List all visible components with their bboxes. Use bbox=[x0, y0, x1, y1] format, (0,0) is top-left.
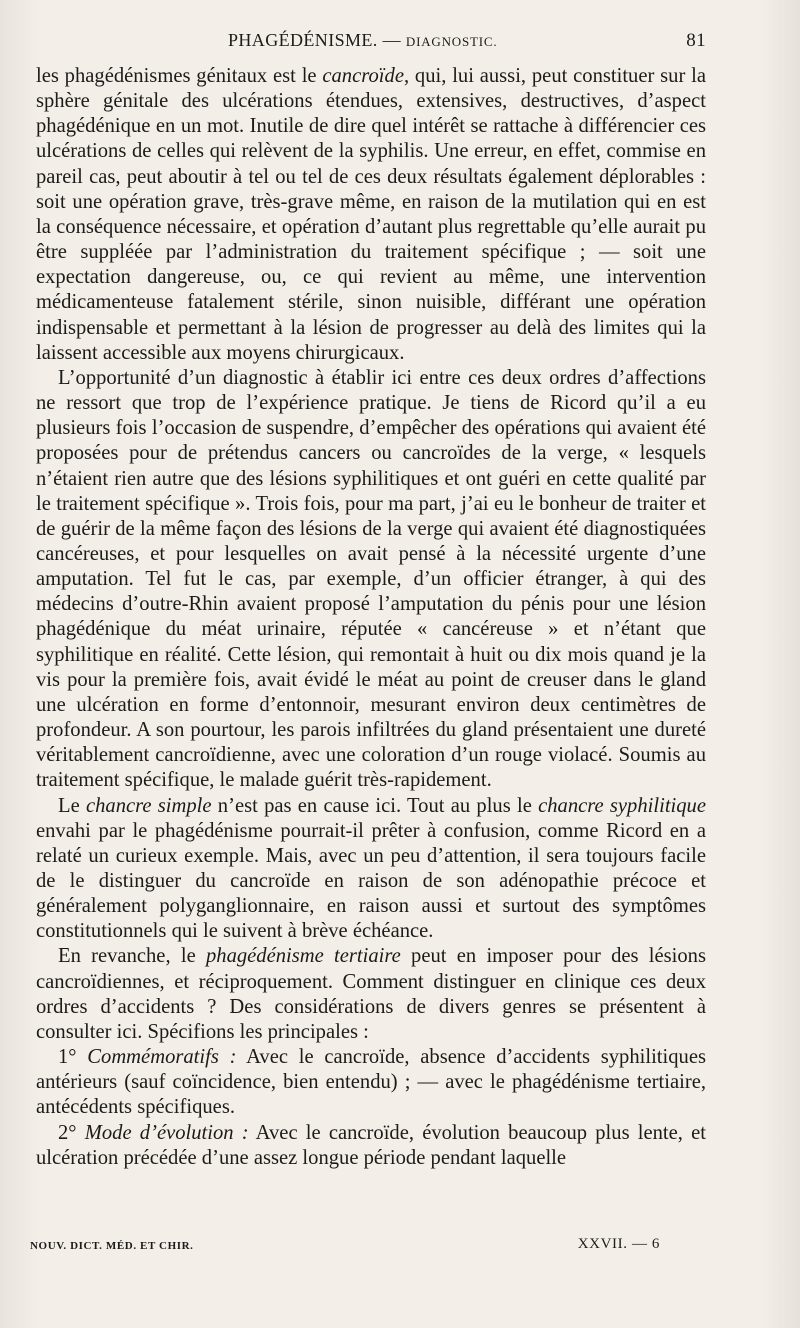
text-run: Le bbox=[58, 794, 86, 817]
italic-run: chancre simple bbox=[85, 794, 212, 817]
text-run: peut en imposer pour des lésions cancroïdiennes, et réciproquement. Comment distinguer en clinique ces deux ordres d’accidents ? Des considérations de divers genres se présentent à consulter ici. Spécifions les principales : bbox=[36, 945, 706, 1043]
text-run: En revanche, le bbox=[58, 945, 206, 968]
italic-run: phagédénisme tertiaire bbox=[205, 945, 401, 968]
running-title bbox=[228, 30, 497, 51]
running-title-section: DIAGNOSTIC. bbox=[405, 34, 498, 49]
paragraph bbox=[36, 1121, 706, 1171]
running-header bbox=[36, 28, 706, 58]
page-footer bbox=[30, 1236, 660, 1256]
running-title-main: PHAGÉDÉNISME. — bbox=[228, 30, 406, 50]
text-run: L’opportunité d’un diagnostic à établir ici entre ces deux ordres d’affections ne ressort que trop de l’expérience pratique. Je tiens de Ricord qu’il a eu plusieurs fois l’occasion de suspendre, d’empêcher des opérations qui avaient été proposées pour de prétendus cancers ou cancroïdes de la verge, « lesquels n’étaient rien autre que des lésions syphilitiques et ont guéri en cette qualité par le traitement spécifique ». Trois fois, pour ma part, j’ai eu le bonheur de traiter et de guérir de la même façon des lésions de la verge qui avaient été diagnostiquées cancéreuses, et pour lesquelles on avait pensé à la nécessité urgente d’une amputation. Tel fut le cas, par exemple, d’un officier étranger, à qui des médecins d’outre-Rhin avaient proposé l’amputation du pénis pour une lésion phagédénique du méat urinaire, réputée « cancéreuse » et n’étant que syphilitique en réalité. Cette lésion, qui remontait à huit ou dix mois quand je la vis pour la première fois, avait évidé le méat au point de creuser dans le gland une ulcération en forme d’entonnoir, mesurant environ deux centimètres de profondeur. A son pourtour, les parois infiltrées du gland présentaient une dureté véritablement cancroïdienne, avec une coloration d’un rouge violacé. Soumis au traitement spécifique, le malade guérit très-rapidement. bbox=[36, 366, 706, 792]
paragraph bbox=[36, 64, 706, 366]
text-run: 1° bbox=[58, 1046, 88, 1069]
book-page bbox=[36, 28, 706, 1171]
text-run: Avec le cancroïde, absence d’accidents syphilitiques antérieurs (sauf coïncidence, bien entendu) ; — avec le phagédénisme tertiaire, antécédents spécifiques. bbox=[36, 1046, 706, 1119]
italic-run: Commémoratifs : bbox=[87, 1046, 237, 1069]
text-run: envahi par le phagédénisme pourrait-il prêter à confusion, comme Ricord en a relaté un curieux exemple. Mais, avec un peu d’attention, il sera toujours facile de le distinguer du cancroïde en raison de son adénopathie précoce et généralement polyganglionnaire, en raison aussi et surtout des symptômes constitutionnels qui le suivent à brève échéance. bbox=[36, 819, 706, 943]
text-run: n’est pas en cause ici. Tout au plus le bbox=[211, 794, 539, 817]
text-run: Avec le cancroïde, évolution beaucoup plus lente, et ulcération précédée d’une assez longue période pendant laquelle bbox=[36, 1121, 706, 1169]
text-run: 2° bbox=[58, 1121, 85, 1144]
footer-signature: XXVII. — 6 bbox=[577, 1236, 660, 1252]
body-text bbox=[36, 64, 706, 1171]
italic-run: cancroïde bbox=[322, 65, 404, 87]
page-number: 81 bbox=[686, 30, 706, 51]
paragraph bbox=[36, 1045, 706, 1120]
italic-run: chancre syphilitique bbox=[538, 794, 706, 817]
footer-series-title: NOUV. DICT. MÉD. ET CHIR. bbox=[30, 1240, 194, 1252]
text-run: , qui, lui aussi, peut constituer sur la sphère génitale des ulcérations étendues, extensives, destructives, d’aspect phagédénique en un mot. Inutile de dire quel intérêt se rattache à différencier ces ulcérations de celles qui relèvent de la syphilis. Une erreur, en effet, commise en pareil cas, peut aboutir à tel ou tel de ces deux résultats également déplorables : soit une opération grave, très-grave même, en raison de la mutilation qui en est la conséquence nécessaire, et opération d’autant plus regrettable qu’elle aurait pu être suppléée par l’administration du traitement spécifique ; — soit une expectation dangereuse, ou, ce qui revient au même, une intervention médicamenteuse fatalement stérile, sinon nuisible, différant une opération indispensable et permettant à la lésion de progresser au delà des limites qui la laissent accessible aux moyens chirurgicaux. bbox=[36, 65, 706, 364]
italic-run: Mode d’évolution : bbox=[84, 1121, 249, 1144]
paragraph bbox=[36, 366, 706, 794]
paragraph bbox=[36, 794, 706, 945]
text-run: les phagédénismes génitaux est le bbox=[36, 65, 323, 87]
paragraph bbox=[36, 944, 706, 1045]
